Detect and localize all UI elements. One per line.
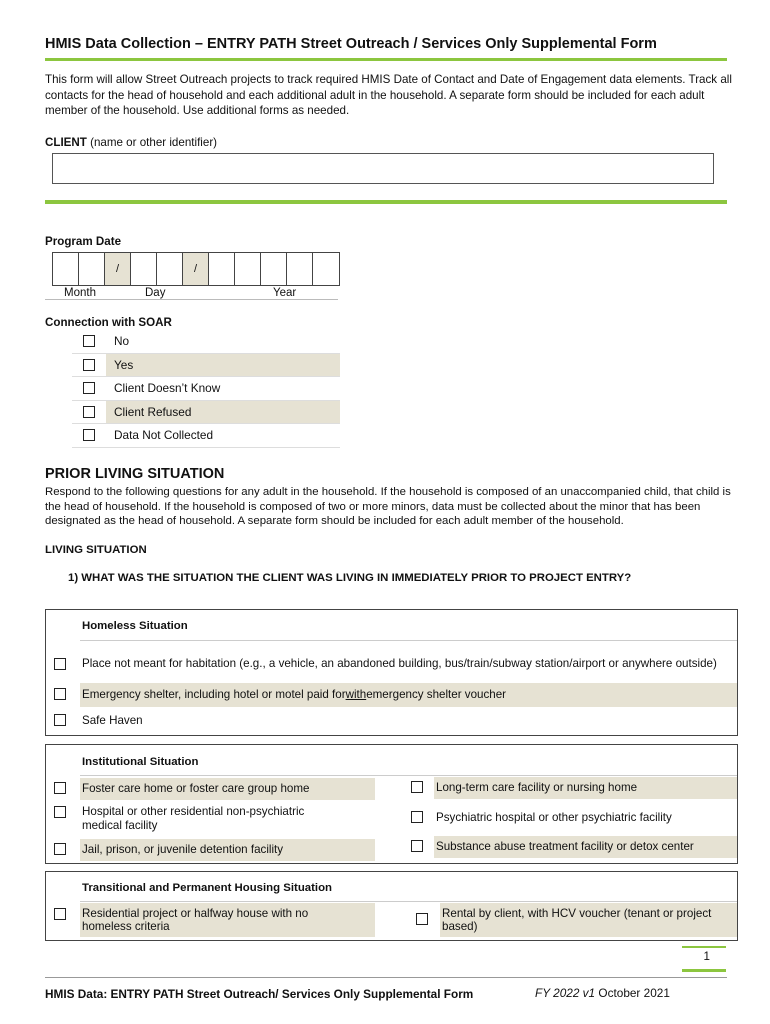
soar-option-doesnt-know[interactable] — [72, 377, 340, 401]
month-digit-2[interactable] — [79, 253, 105, 285]
soar-label: Connection with SOAR — [45, 316, 172, 329]
checkbox[interactable] — [54, 806, 66, 818]
transitional-option-rental-hcv[interactable] — [406, 903, 737, 937]
checkbox[interactable] — [83, 406, 95, 418]
soar-option-no[interactable] — [72, 330, 340, 354]
institutional-option-foster-care[interactable] — [46, 778, 376, 800]
option-label: Client Doesn’t Know — [114, 381, 221, 396]
option-label: Yes — [106, 354, 340, 377]
living-situation-label: LIVING SITUATION — [45, 544, 147, 556]
option-label: Place not meant for habitation (e.g., a vehicle, an abandoned building, bus/train/subway station/airport or anywhere outside) — [82, 657, 717, 671]
intro-text: This form will allow Street Outreach projects to track required HMIS Date of Contact and Date of Engagement data elements. Track all contacts for the head of household and each additional adult in the household. A separate form should be included for each adult member of the household. Use additional forms as needed. — [45, 73, 732, 117]
homeless-option-place-not-meant[interactable] — [46, 646, 737, 682]
year-digit-1[interactable] — [209, 253, 235, 285]
option-label: Data Not Collected — [114, 428, 214, 443]
checkbox[interactable] — [54, 908, 66, 920]
page-number-rule-bottom — [682, 969, 726, 972]
year-digit-4[interactable] — [287, 253, 313, 285]
question-1: 1) WHAT WAS THE SITUATION THE CLIENT WAS LIVING IN IMMEDIATELY PRIOR TO PROJECT ENTRY? — [68, 572, 632, 584]
checkbox[interactable] — [54, 658, 66, 670]
checkbox[interactable] — [83, 382, 95, 394]
option-label-underlined: with — [345, 688, 367, 702]
date-separator-2: / — [183, 253, 209, 285]
institutional-section — [45, 744, 738, 864]
option-label: Substance abuse treatment facility or detox center — [434, 836, 737, 858]
day-digit-2[interactable] — [157, 253, 183, 285]
checkbox[interactable] — [411, 811, 423, 823]
prior-living-heading: PRIOR LIVING SITUATION — [45, 466, 225, 482]
day-digit-1[interactable] — [131, 253, 157, 285]
year-caption: Year — [273, 287, 297, 299]
section-divider — [45, 200, 727, 204]
option-label: Client Refused — [106, 401, 340, 424]
institutional-option-long-term-care[interactable] — [406, 777, 737, 799]
year-digit-3[interactable] — [261, 253, 287, 285]
checkbox[interactable] — [83, 429, 95, 441]
prior-living-instructions: Respond to the following questions for any adult in the household. If the household is composed of an unaccompanied child, that child is the head of household. If the household is composed of two or more minors, data must be collected about the minor that has been designated as the head of household. A separate form should be included for each adult member of the household. — [45, 486, 731, 527]
program-date-label: Program Date — [45, 235, 122, 248]
month-caption: Month — [64, 287, 96, 299]
footer-version — [535, 986, 670, 1000]
transitional-option-residential-project[interactable] — [46, 903, 376, 937]
checkbox[interactable] — [411, 840, 423, 852]
checkbox[interactable] — [416, 913, 428, 925]
institutional-option-hospital[interactable] — [46, 803, 376, 837]
checkbox[interactable] — [54, 843, 66, 855]
institutional-title: Institutional Situation — [82, 756, 199, 768]
soar-option-not-collected[interactable] — [72, 424, 340, 448]
homeless-option-emergency-shelter[interactable] — [46, 683, 737, 707]
checkbox[interactable] — [54, 688, 66, 700]
option-label: Safe Haven — [82, 714, 143, 728]
homeless-section — [45, 609, 738, 736]
footer-form-name: HMIS Data: ENTRY PATH Street Outreach/ Services Only Supplemental Form — [45, 987, 474, 1001]
checkbox[interactable] — [83, 359, 95, 371]
date-separator-1: / — [105, 253, 131, 285]
footer-version-italic: FY 2022 v1 — [535, 986, 596, 1000]
title-divider — [45, 58, 727, 61]
page-number: 1 — [703, 950, 710, 963]
homeless-option-safe-haven[interactable] — [46, 709, 737, 733]
option-label: Long-term care facility or nursing home — [434, 777, 737, 799]
checkbox[interactable] — [54, 782, 66, 794]
client-label — [45, 136, 217, 149]
transitional-title: Transitional and Permanent Housing Situation — [82, 882, 332, 894]
option-label: Residential project or halfway house with no homeless criteria — [80, 903, 375, 937]
client-label-bold: CLIENT — [45, 136, 87, 149]
option-label — [80, 683, 737, 707]
option-label-post: emergency shelter voucher — [366, 688, 507, 702]
client-label-rest: (name or other identifier) — [86, 136, 218, 149]
month-digit-1[interactable] — [53, 253, 79, 285]
footer-version-date: October 2021 — [595, 986, 670, 1000]
day-caption: Day — [145, 287, 166, 299]
row-rule — [80, 640, 737, 641]
option-label: Foster care home or foster care group home — [80, 778, 375, 800]
option-label: No — [114, 334, 130, 349]
option-label: Jail, prison, or juvenile detention facility — [80, 839, 375, 861]
institutional-option-psychiatric[interactable] — [406, 807, 737, 829]
footer-divider — [45, 977, 727, 978]
year-digit-5[interactable] — [313, 253, 339, 285]
page-number-rule-top — [682, 946, 726, 948]
row-rule — [80, 775, 737, 776]
soar-option-yes[interactable] — [72, 354, 340, 378]
program-date-field[interactable] — [52, 252, 340, 286]
option-label-pre: Emergency shelter, including hotel or motel paid for — [82, 688, 346, 702]
client-input[interactable] — [52, 153, 714, 184]
checkbox[interactable] — [411, 781, 423, 793]
homeless-title: Homeless Situation — [82, 620, 188, 632]
checkbox[interactable] — [54, 714, 66, 726]
row-rule — [80, 901, 737, 902]
institutional-option-jail[interactable] — [46, 839, 376, 861]
checkbox[interactable] — [83, 335, 95, 347]
option-label: Hospital or other residential non-psychiatric medical facility — [82, 805, 305, 832]
form-title: HMIS Data Collection – ENTRY PATH Street Outreach / Services Only Supplemental Form — [45, 36, 657, 52]
year-digit-2[interactable] — [235, 253, 261, 285]
option-label: Psychiatric hospital or other psychiatric facility — [436, 811, 672, 825]
soar-option-refused[interactable] — [72, 401, 340, 425]
option-label: Rental by client, with HCV voucher (tenant or project based) — [440, 903, 737, 937]
soar-options — [72, 330, 340, 448]
caption-rule — [45, 299, 338, 300]
transitional-section — [45, 871, 738, 941]
institutional-option-substance-abuse[interactable] — [406, 836, 737, 858]
